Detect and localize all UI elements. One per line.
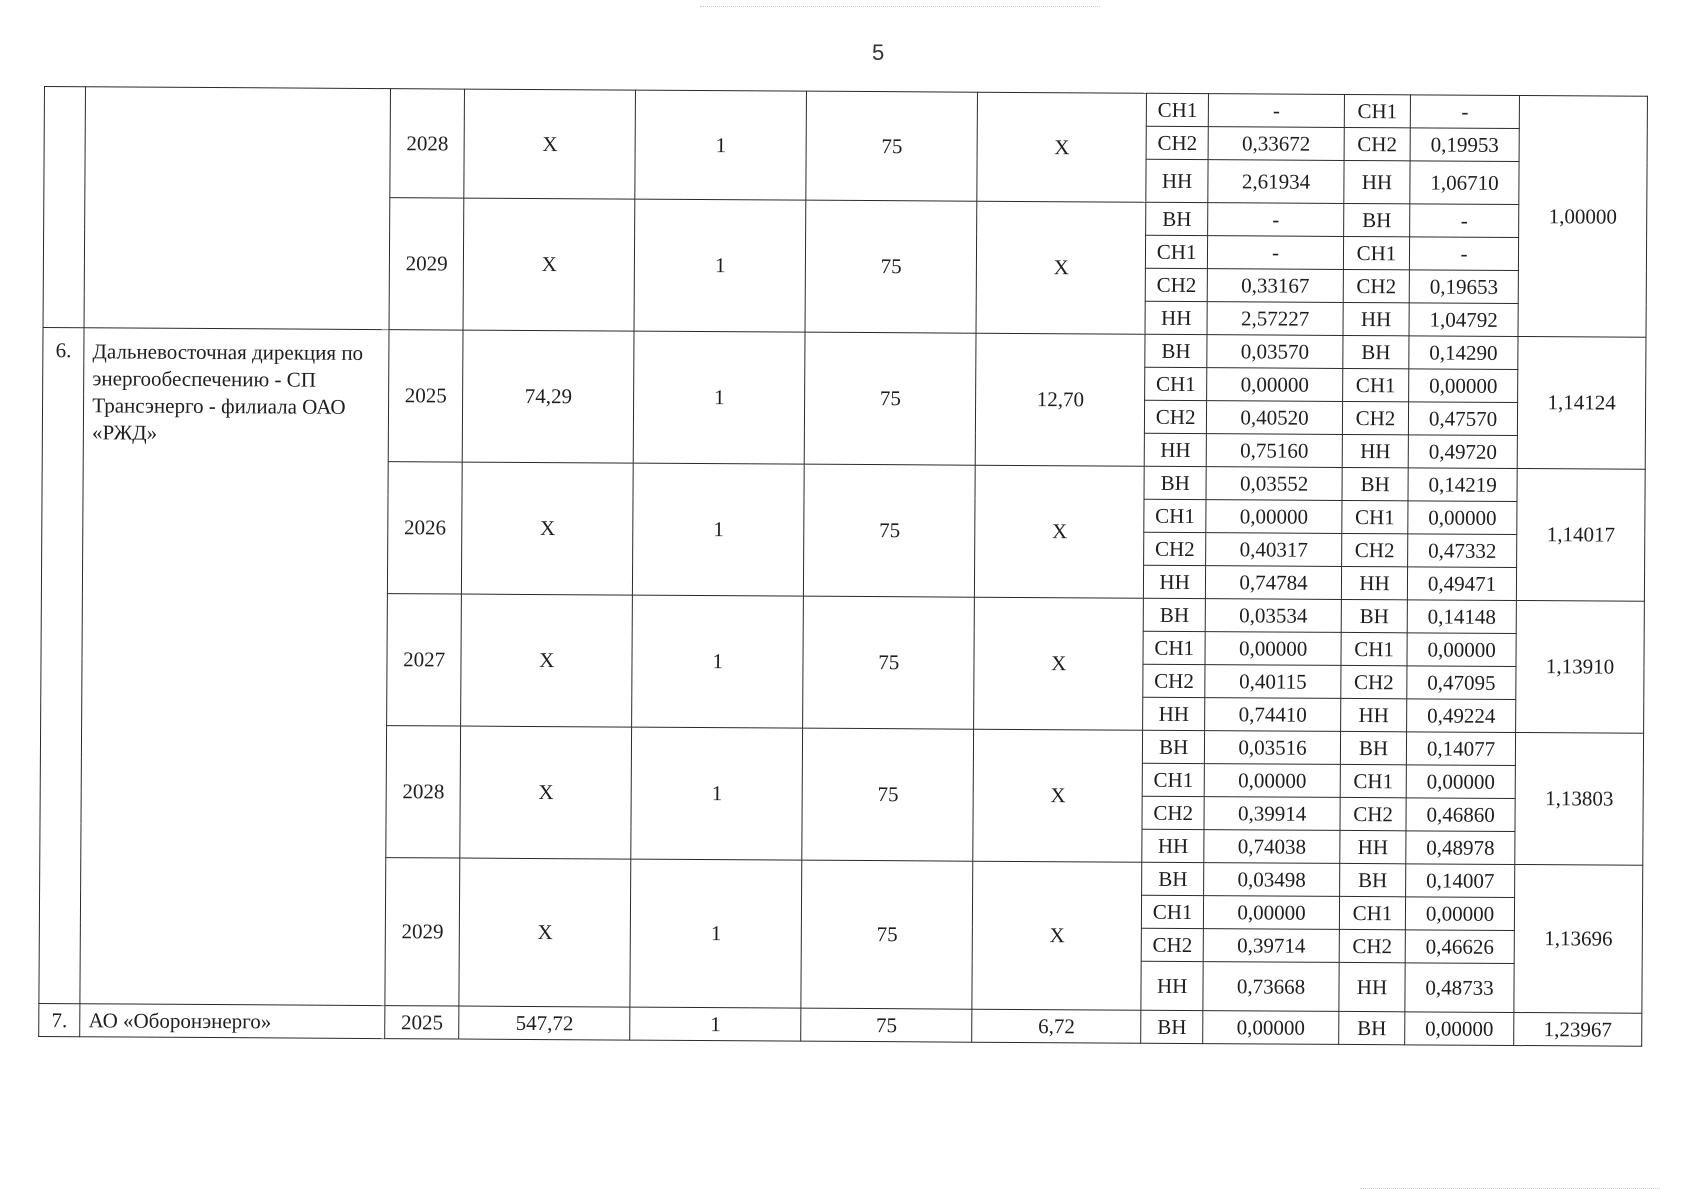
- rate-value: 0,40115: [1205, 665, 1341, 699]
- value-cell: 547,72: [459, 1006, 630, 1040]
- voltage-level: СН2: [1145, 400, 1207, 433]
- rate-value: 2,57227: [1207, 302, 1343, 336]
- voltage-level: СН1: [1342, 500, 1408, 533]
- year-cell: 2029: [389, 198, 464, 330]
- year-cell: 2026: [388, 462, 463, 594]
- voltage-level: ВН: [1141, 1010, 1203, 1043]
- rate-value: 0,14007: [1406, 864, 1515, 898]
- rate-value: 0,00000: [1207, 368, 1343, 402]
- voltage-level: НН: [1144, 565, 1206, 598]
- rate-value: 0,46860: [1406, 798, 1515, 832]
- voltage-level: НН: [1141, 961, 1203, 1010]
- voltage-level: ВН: [1342, 467, 1408, 500]
- rate-value: 0,00000: [1206, 500, 1342, 534]
- rate-value: 0,03516: [1204, 731, 1340, 765]
- value-cell: 1: [633, 463, 805, 596]
- voltage-level: СН2: [1141, 928, 1203, 961]
- value-cell: X: [977, 92, 1147, 202]
- voltage-level: НН: [1145, 301, 1207, 334]
- rate-value: 0,39914: [1204, 797, 1340, 831]
- year-cell: 2028: [386, 726, 461, 858]
- row-number: 6.: [39, 327, 84, 1003]
- rate-value: 0,03570: [1207, 335, 1343, 369]
- rate-value: 0,14219: [1408, 468, 1517, 502]
- voltage-level: СН2: [1342, 401, 1408, 434]
- voltage-level: ВН: [1145, 334, 1207, 367]
- voltage-level: СН2: [1142, 796, 1204, 829]
- rate-value: 0,00000: [1203, 896, 1339, 930]
- voltage-level: СН1: [1146, 235, 1208, 268]
- rate-value: 1,04792: [1409, 303, 1518, 337]
- voltage-level: НН: [1340, 830, 1406, 863]
- rate-value: 0,39714: [1203, 929, 1339, 963]
- rate-value: 0,00000: [1409, 369, 1518, 403]
- coefficient-cell: 1,13803: [1515, 733, 1644, 866]
- voltage-level: ВН: [1142, 862, 1204, 895]
- value-cell: 1: [630, 859, 802, 1008]
- value-cell: 74,29: [463, 330, 635, 463]
- rate-value: 1,06710: [1410, 161, 1519, 205]
- voltage-level: ВН: [1146, 202, 1208, 235]
- scan-artifact-top: [700, 6, 1100, 8]
- row-number: [43, 87, 86, 328]
- value-cell: 1: [632, 595, 804, 728]
- value-cell: X: [975, 465, 1145, 598]
- value-cell: 75: [801, 1008, 972, 1042]
- rate-value: 0,00000: [1203, 1011, 1339, 1045]
- rate-value: 0,74410: [1205, 698, 1341, 732]
- value-cell: 75: [805, 200, 977, 333]
- rate-value: -: [1207, 236, 1343, 270]
- value-cell: 75: [805, 332, 977, 465]
- voltage-level: СН1: [1343, 368, 1409, 401]
- voltage-level: СН2: [1342, 533, 1408, 566]
- voltage-level: СН1: [1341, 632, 1407, 665]
- rate-value: -: [1208, 203, 1344, 237]
- voltage-level: СН2: [1343, 269, 1409, 302]
- value-cell: 75: [806, 91, 978, 201]
- rate-value: 0,75160: [1206, 434, 1342, 468]
- rate-value: -: [1409, 237, 1518, 271]
- rate-value: 0,00000: [1408, 501, 1517, 535]
- voltage-level: ВН: [1339, 1011, 1405, 1044]
- rate-value: 0,19953: [1410, 128, 1519, 162]
- voltage-level: НН: [1341, 566, 1407, 599]
- year-cell: 2027: [387, 594, 462, 726]
- rate-value: 0,00000: [1204, 764, 1340, 798]
- rate-value: 0,14077: [1406, 732, 1515, 766]
- value-cell: X: [463, 198, 635, 331]
- value-cell: X: [972, 861, 1142, 1010]
- value-cell: X: [976, 201, 1146, 334]
- rate-value: 0,00000: [1406, 765, 1515, 799]
- voltage-level: НН: [1342, 434, 1408, 467]
- value-cell: 1: [634, 331, 806, 464]
- voltage-level: СН2: [1146, 126, 1208, 159]
- voltage-level: НН: [1339, 962, 1405, 1011]
- rate-value: 0,74784: [1205, 566, 1341, 600]
- rate-value: 0,00000: [1405, 897, 1514, 931]
- rate-value: 0,47570: [1408, 402, 1517, 436]
- value-cell: X: [974, 597, 1144, 730]
- voltage-level: ВН: [1340, 731, 1406, 764]
- value-cell: X: [973, 729, 1143, 862]
- year-cell: 2025: [385, 1006, 459, 1039]
- year-cell: 2028: [390, 89, 465, 198]
- organization-name: [84, 87, 390, 330]
- voltage-level: СН1: [1143, 631, 1205, 664]
- rate-value: 0,33167: [1207, 269, 1343, 303]
- value-cell: X: [464, 89, 636, 199]
- voltage-level: СН1: [1142, 763, 1204, 796]
- coefficient-cell: 1,23967: [1514, 1012, 1642, 1046]
- voltage-level: ВН: [1143, 598, 1205, 631]
- voltage-level: СН1: [1147, 93, 1209, 126]
- value-cell: 12,70: [976, 333, 1146, 466]
- voltage-level: ВН: [1143, 730, 1205, 763]
- coefficient-cell: 1,13696: [1514, 864, 1643, 1013]
- voltage-level: СН2: [1145, 268, 1207, 301]
- voltage-level: СН2: [1143, 664, 1205, 697]
- table-row: [44, 87, 1647, 130]
- rate-value: 0,19653: [1409, 270, 1518, 304]
- page-number: 5: [872, 40, 885, 65]
- rate-value: 0,49720: [1408, 435, 1517, 469]
- voltage-level: НН: [1341, 698, 1407, 731]
- voltage-level: НН: [1146, 159, 1208, 202]
- rate-value: 2,61934: [1208, 160, 1344, 204]
- voltage-level: СН2: [1344, 127, 1410, 160]
- value-cell: 75: [804, 464, 976, 597]
- coefficient-cell: 1,00000: [1518, 96, 1647, 338]
- voltage-level: НН: [1144, 433, 1206, 466]
- rate-value: 0,00000: [1407, 633, 1516, 667]
- value-cell: 1: [630, 1007, 801, 1041]
- rate-value: 0,14290: [1409, 336, 1518, 370]
- organization-name: Дальневосточная дирекция по энергообеспечению - СП Трансэнерго - филиала ОАО «РЖД»: [80, 328, 389, 1006]
- voltage-level: СН2: [1339, 929, 1405, 962]
- voltage-level: НН: [1343, 302, 1409, 335]
- voltage-level: СН2: [1144, 532, 1206, 565]
- rate-value: 0,48978: [1406, 831, 1515, 865]
- voltage-level: ВН: [1144, 466, 1206, 499]
- coefficient-cell: 1,14124: [1517, 337, 1646, 470]
- value-cell: 75: [801, 860, 973, 1009]
- year-cell: 2029: [385, 858, 460, 1006]
- rate-value: 0,40520: [1206, 401, 1342, 435]
- voltage-level: СН1: [1144, 499, 1206, 532]
- rate-value: 0,00000: [1205, 632, 1341, 666]
- rate-value: 0,47332: [1408, 534, 1517, 568]
- voltage-level: ВН: [1344, 203, 1410, 236]
- rate-value: 0,49224: [1407, 699, 1516, 733]
- rate-value: 0,40317: [1206, 533, 1342, 567]
- scan-artifact-bottom: [1360, 1188, 1660, 1190]
- rate-value: 0,14148: [1407, 600, 1516, 634]
- voltage-level: СН1: [1145, 367, 1207, 400]
- rate-value: 0,48733: [1405, 963, 1514, 1013]
- value-cell: 75: [803, 596, 975, 729]
- rate-value: 0,73668: [1203, 962, 1339, 1012]
- voltage-level: СН1: [1344, 94, 1410, 127]
- value-cell: 6,72: [972, 1009, 1141, 1043]
- rate-value: 0,03534: [1205, 599, 1341, 633]
- value-cell: X: [459, 858, 631, 1007]
- voltage-level: НН: [1344, 160, 1410, 203]
- rate-value: 0,47095: [1407, 666, 1516, 700]
- voltage-level: СН1: [1339, 896, 1405, 929]
- coefficient-cell: 1,13910: [1516, 601, 1645, 734]
- rate-value: -: [1410, 95, 1519, 129]
- voltage-level: ВН: [1343, 335, 1409, 368]
- rate-value: 0,33672: [1208, 127, 1344, 161]
- voltage-level: НН: [1143, 697, 1205, 730]
- coefficient-cell: 1,14017: [1517, 469, 1646, 602]
- voltage-level: СН1: [1142, 895, 1204, 928]
- row-number: 7.: [39, 1003, 80, 1036]
- rate-value: 0,03552: [1206, 467, 1342, 501]
- rate-value: -: [1410, 204, 1519, 238]
- voltage-level: СН2: [1341, 665, 1407, 698]
- voltage-level: СН2: [1340, 797, 1406, 830]
- voltage-level: ВН: [1340, 863, 1406, 896]
- voltage-level: СН1: [1343, 236, 1409, 269]
- value-cell: X: [460, 726, 632, 859]
- rate-value: 0,49471: [1407, 567, 1516, 601]
- value-cell: X: [462, 462, 634, 595]
- voltage-level: ВН: [1341, 599, 1407, 632]
- value-cell: 1: [634, 199, 806, 332]
- value-cell: X: [461, 594, 633, 727]
- rate-value: 0,74038: [1204, 830, 1340, 864]
- rate-value: 0,00000: [1405, 1012, 1514, 1046]
- organization-name: АО «Оборонэнерго»: [80, 1004, 385, 1039]
- value-cell: 75: [802, 728, 974, 861]
- year-cell: 2025: [388, 330, 463, 462]
- rate-value: 0,46626: [1405, 930, 1514, 964]
- value-cell: 1: [631, 727, 803, 860]
- voltage-level: НН: [1142, 829, 1204, 862]
- voltage-level: СН1: [1340, 764, 1406, 797]
- value-cell: 1: [635, 90, 807, 200]
- rate-value: -: [1208, 94, 1344, 128]
- tariff-table: [38, 86, 1648, 1047]
- rate-value: 0,03498: [1204, 863, 1340, 897]
